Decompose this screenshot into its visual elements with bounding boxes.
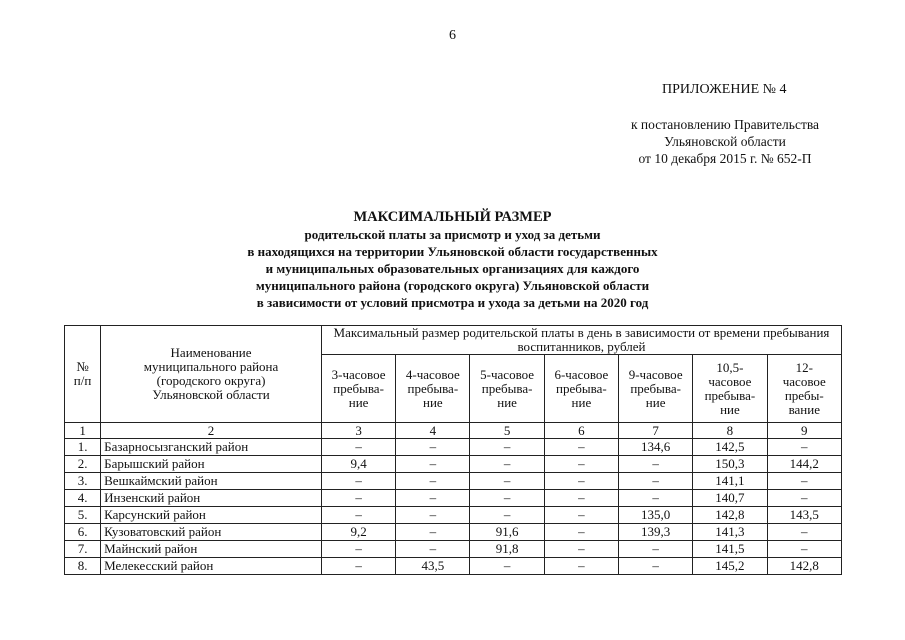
fee-value: – (321, 439, 395, 456)
fee-value: – (544, 507, 618, 524)
table-row (65, 490, 842, 507)
column-group-header: Максимальный размер родительской платы в день в зависимости от времени пребывания воспитанников, рублей (321, 326, 841, 355)
table-row (65, 473, 842, 490)
appendix-reference (600, 116, 850, 167)
district-name: Карсунский район (101, 507, 322, 524)
fee-value: 139,3 (619, 524, 693, 541)
fee-value: 141,5 (693, 541, 767, 558)
column-number-row (65, 423, 842, 439)
fee-value: – (396, 473, 470, 490)
fee-value: – (470, 473, 544, 490)
district-name: Барышский район (101, 456, 322, 473)
fee-value: – (767, 541, 841, 558)
column-number: 6 (544, 423, 618, 439)
column-header-name: Наименование муниципального района (городского округа) Ульяновской области (101, 326, 322, 423)
column-header-12h: 12- часовое пребы- вание (767, 355, 841, 423)
fee-value: – (544, 490, 618, 507)
fee-value: 141,3 (693, 524, 767, 541)
column-header-4h: 4-часовое пребыва- ние (396, 355, 470, 423)
fee-value: – (321, 558, 395, 575)
column-header-number: № п/п (65, 326, 101, 423)
fee-value: – (396, 524, 470, 541)
fee-value: – (544, 456, 618, 473)
fee-value: 140,7 (693, 490, 767, 507)
fee-value: – (396, 456, 470, 473)
document-subtitle-line: и муниципальных образовательных организациях для каждого (265, 261, 640, 276)
fee-value: – (544, 541, 618, 558)
fee-value: 143,5 (767, 507, 841, 524)
fee-value: – (396, 541, 470, 558)
fee-value: – (767, 439, 841, 456)
fee-value: 142,8 (693, 507, 767, 524)
district-name: Базарносызганский район (101, 439, 322, 456)
fee-value: – (619, 558, 693, 575)
row-number: 3. (65, 473, 101, 490)
district-name: Майнский район (101, 541, 322, 558)
fee-value: 145,2 (693, 558, 767, 575)
table-row (65, 439, 842, 456)
row-number: 7. (65, 541, 101, 558)
district-name: Кузоватовский район (101, 524, 322, 541)
fee-value: – (321, 507, 395, 524)
fee-value: 150,3 (693, 456, 767, 473)
fee-value: – (619, 490, 693, 507)
fee-value: 134,6 (619, 439, 693, 456)
fee-value: – (470, 558, 544, 575)
document-subtitle-line: в находящихся на территории Ульяновской области государственных (247, 244, 658, 259)
fee-value: – (396, 490, 470, 507)
column-number: 2 (101, 423, 322, 439)
fee-value: – (767, 490, 841, 507)
fee-value: – (619, 456, 693, 473)
column-number: 1 (65, 423, 101, 439)
fee-value: – (544, 473, 618, 490)
column-number: 7 (619, 423, 693, 439)
fee-value: 9,4 (321, 456, 395, 473)
row-number: 4. (65, 490, 101, 507)
district-name: Инзенский район (101, 490, 322, 507)
fee-value: 91,8 (470, 541, 544, 558)
fee-value: – (767, 524, 841, 541)
page-number: 6 (449, 28, 456, 43)
fee-value: – (544, 558, 618, 575)
column-number: 8 (693, 423, 767, 439)
fee-value: – (321, 473, 395, 490)
column-header-10-5h: 10,5- часовое пребыва- ние (693, 355, 767, 423)
fee-value: 142,8 (767, 558, 841, 575)
appendix-ref-line: от 10 декабря 2015 г. № 652-П (638, 151, 812, 166)
fee-value: 135,0 (619, 507, 693, 524)
appendix-ref-line: Ульяновской области (664, 134, 786, 149)
document-subtitle-line: родительской платы за присмотр и уход за детьми (304, 227, 601, 242)
fee-value: – (767, 473, 841, 490)
fee-value: 43,5 (396, 558, 470, 575)
table-row (65, 541, 842, 558)
row-number: 5. (65, 507, 101, 524)
document-heading (0, 208, 905, 311)
column-number: 9 (767, 423, 841, 439)
fee-value: – (470, 490, 544, 507)
table-row (65, 456, 842, 473)
fee-value: 144,2 (767, 456, 841, 473)
column-header-5h: 5-часовое пребыва- ние (470, 355, 544, 423)
appendix-ref-line: к постановлению Правительства (630, 117, 820, 132)
column-number: 5 (470, 423, 544, 439)
column-header-9h: 9-часовое пребыва- ние (619, 355, 693, 423)
fee-value: – (321, 541, 395, 558)
fee-value: – (544, 439, 618, 456)
fee-value: – (396, 439, 470, 456)
column-header-3h: 3-часовое пребыва- ние (321, 355, 395, 423)
column-number: 4 (396, 423, 470, 439)
fee-value: – (619, 473, 693, 490)
fee-value: 91,6 (470, 524, 544, 541)
district-name: Вешкаймский район (101, 473, 322, 490)
table-row (65, 507, 842, 524)
row-number: 2. (65, 456, 101, 473)
fee-value: – (544, 524, 618, 541)
fee-value: 9,2 (321, 524, 395, 541)
fees-table (64, 325, 842, 575)
document-subtitle-line: в зависимости от условий присмотра и ухода за детьми на 2020 год (256, 295, 649, 310)
table-row (65, 524, 842, 541)
fee-value: – (470, 456, 544, 473)
fee-value: – (470, 507, 544, 524)
fee-value: 142,5 (693, 439, 767, 456)
fee-value: – (619, 541, 693, 558)
fee-value: – (396, 507, 470, 524)
document-title: МАКСИМАЛЬНЫЙ РАЗМЕР (353, 209, 552, 225)
row-number: 1. (65, 439, 101, 456)
district-name: Мелекесский район (101, 558, 322, 575)
row-number: 8. (65, 558, 101, 575)
document-subtitle-line: муниципального района (городского округа) Ульяновской области (255, 278, 650, 293)
column-number: 3 (321, 423, 395, 439)
row-number: 6. (65, 524, 101, 541)
fee-value: – (470, 439, 544, 456)
fee-value: 141,1 (693, 473, 767, 490)
column-header-6h: 6-часовое пребыва- ние (544, 355, 618, 423)
fee-value: – (321, 490, 395, 507)
table-row (65, 558, 842, 575)
appendix-title: ПРИЛОЖЕНИЕ № 4 (662, 82, 787, 97)
